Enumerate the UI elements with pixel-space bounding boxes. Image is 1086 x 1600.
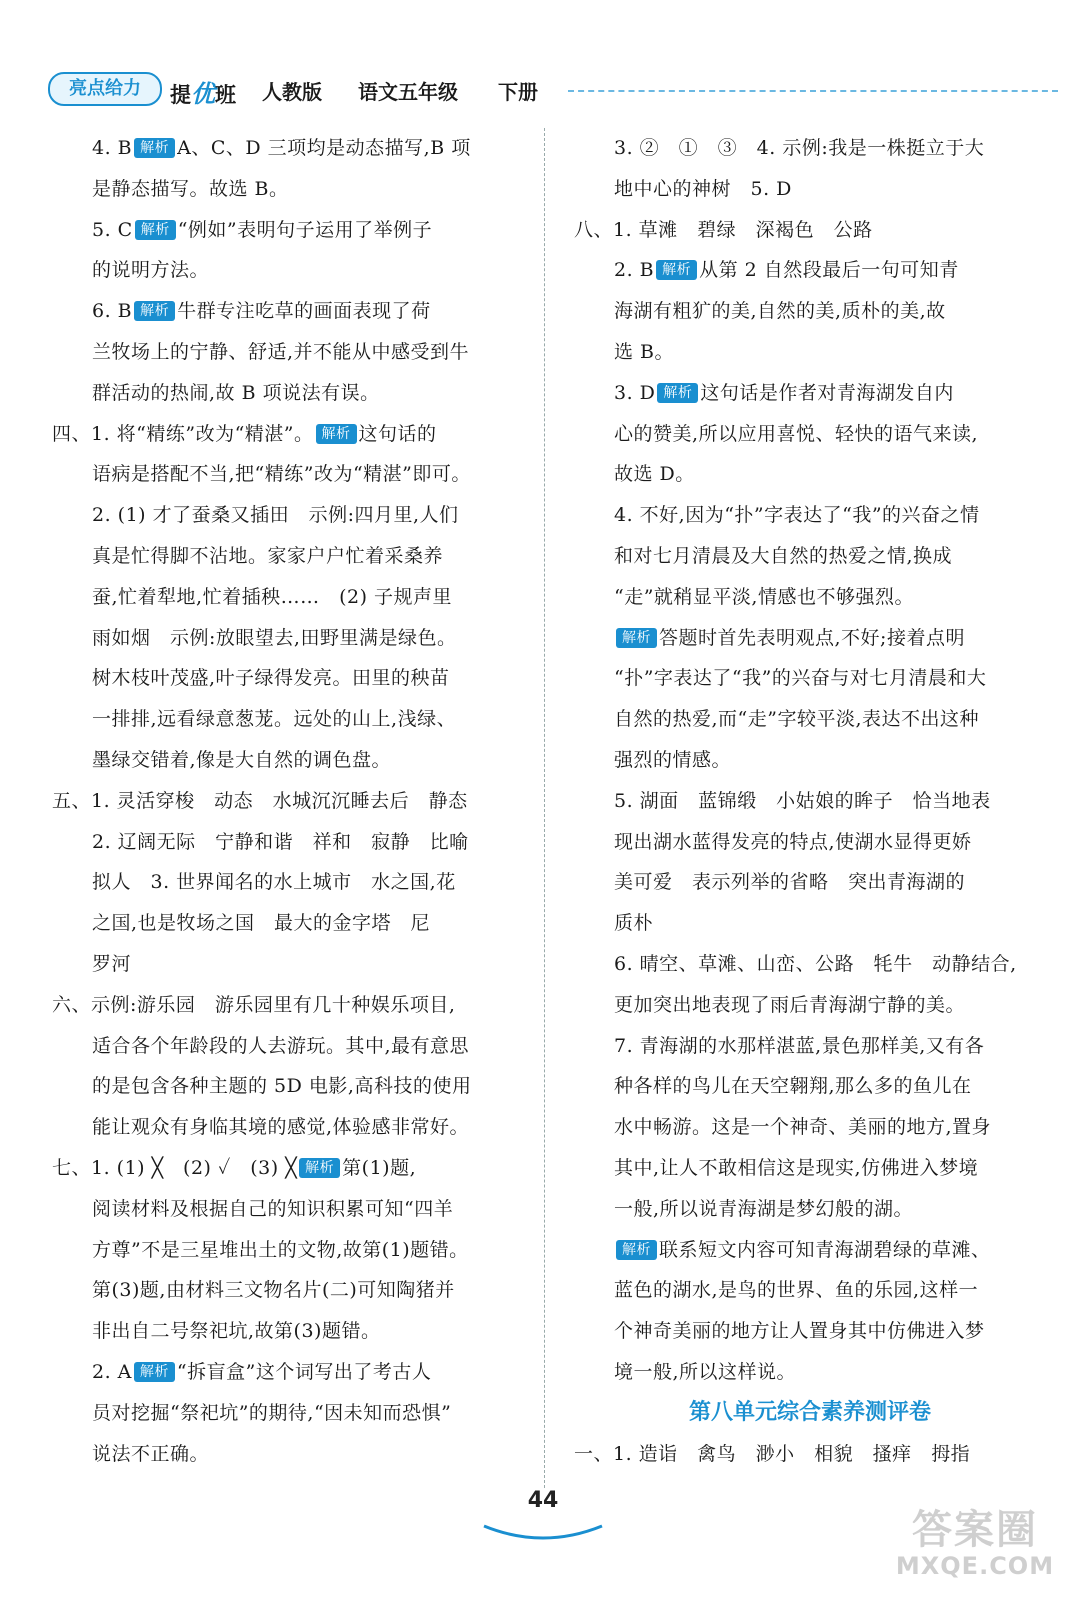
analysis-tag: 解析	[616, 628, 657, 648]
analysis-tag: 解析	[616, 1240, 657, 1260]
answer-line	[52, 536, 524, 577]
answer-text: 拟人 3. 世界闻名的水上城市 水之国,花	[92, 871, 456, 894]
answer-text: 兰牧场上的宁静、舒适,并不能从中感受到牛	[92, 340, 470, 363]
right-column	[574, 128, 1046, 1474]
subject-label: 语文五年级	[358, 80, 458, 104]
answer-line	[574, 1026, 1046, 1067]
answer-line	[574, 944, 1046, 985]
section-title: 第八单元综合素养测评卷	[688, 1399, 931, 1425]
answer-line	[574, 536, 1046, 577]
answer-text: 方尊”不是三星堆出土的文物,故第(1)题错。	[92, 1238, 469, 1261]
answer-text: 雨如烟 示例:放眼望去,田野里满是绿色。	[92, 626, 457, 649]
answer-line	[574, 699, 1046, 740]
answer-line	[574, 1311, 1046, 1352]
answer-text: 2. 辽阔无际 宁静和谐 祥和 寂静 比喻	[92, 830, 469, 853]
answer-text: 四、1. 将“精练”改为“精湛”。	[52, 422, 314, 445]
answer-text: 答题时首先表明观点,不好;接着点明	[659, 626, 965, 649]
answer-line	[52, 495, 524, 536]
answer-line	[574, 169, 1046, 210]
answer-line	[574, 1352, 1046, 1393]
answer-line	[574, 985, 1046, 1026]
answer-text: 2. B	[614, 259, 655, 282]
answer-text: 牛群专注吃草的画面表现了荷	[177, 300, 431, 323]
answer-line	[52, 1189, 524, 1230]
answer-line	[52, 903, 524, 944]
answer-line	[52, 291, 524, 332]
answer-text: 树木枝叶茂盛,叶子绿得发亮。田里的秧苗	[92, 667, 450, 690]
analysis-tag: 解析	[135, 220, 176, 240]
answer-line	[52, 1352, 524, 1393]
answer-text: 个神奇美丽的地方让人置身其中仿佛进入梦	[614, 1320, 985, 1343]
answer-text: 4. 不好,因为“扑”字表达了“我”的兴奋之情	[614, 504, 980, 527]
answer-text: 联系短文内容可知青海湖碧绿的草滩、	[659, 1238, 991, 1261]
answer-line	[574, 128, 1046, 169]
answer-line	[52, 414, 524, 455]
answer-text: 5. C	[92, 218, 133, 241]
answer-text: 3. D	[614, 381, 656, 404]
brand-badge: 亮点给力	[48, 72, 162, 106]
answer-text: 强烈的情感。	[614, 748, 732, 771]
answer-line	[574, 250, 1046, 291]
answer-text: 其中,让人不敢相信这是现实,仿佛进入梦境	[614, 1156, 979, 1179]
answer-text: “例如”表明句子运用了举例子	[177, 218, 433, 241]
analysis-tag: 解析	[657, 383, 698, 403]
answer-text: 更加突出地表现了雨后青海湖宁静的美。	[614, 993, 966, 1016]
answer-line	[574, 1148, 1046, 1189]
answer-text: 2. A	[92, 1360, 132, 1383]
series-title-c: 班	[215, 83, 236, 107]
answer-text: 4. B	[92, 137, 133, 159]
edition-label: 人教版	[262, 80, 322, 104]
answer-line	[52, 1026, 524, 1067]
answer-text: 六、示例:游乐园 游乐园里有几十种娱乐项目,	[52, 993, 456, 1016]
analysis-tag: 解析	[316, 424, 357, 444]
answer-line	[52, 128, 524, 169]
answer-text: 的是包含各种主题的 5D 电影,高科技的使用	[92, 1075, 472, 1098]
answer-line	[52, 740, 524, 781]
answer-text: 群活动的热闹,故 B 项说法有误。	[92, 381, 380, 404]
answer-text: 第(3)题,由材料三文物名片(二)可知陶猪并	[92, 1279, 455, 1302]
answer-text: “走”就稍显平淡,情感也不够强烈。	[614, 585, 914, 608]
answer-text: 水中畅游。这是一个神奇、美丽的地方,置身	[614, 1116, 992, 1139]
answer-line	[52, 169, 524, 210]
series-title-a: 提	[170, 83, 191, 107]
answer-text: 地中心的神树 5. D	[614, 177, 792, 200]
answer-text: 非出自二号祭祀坑,故第(3)题错。	[92, 1320, 381, 1343]
volume-label: 下册	[498, 80, 538, 104]
answer-text: 适合各个年龄段的人去游玩。其中,最有意思	[92, 1034, 470, 1057]
answer-text: 2. (1) 才了蚕桑又插田 示例:四月里,人们	[92, 504, 459, 527]
answer-line	[574, 373, 1046, 414]
answer-line	[574, 1270, 1046, 1311]
answer-line	[52, 822, 524, 863]
answer-text: 员对挖掘“祭祀坑”的期待,“因未知而恐惧”	[92, 1401, 452, 1424]
series-title	[170, 74, 236, 109]
answer-line	[52, 373, 524, 414]
answer-line	[52, 699, 524, 740]
answer-text: 罗河	[92, 952, 132, 975]
answer-line	[52, 1311, 524, 1352]
answer-line	[574, 454, 1046, 495]
analysis-tag: 解析	[656, 260, 697, 280]
analysis-tag: 解析	[134, 301, 175, 321]
analysis-tag: 解析	[299, 1158, 340, 1178]
answer-line	[52, 1066, 524, 1107]
answer-text: 阅读材料及根据自己的知识积累可知“四羊	[92, 1197, 454, 1220]
answer-line	[52, 332, 524, 373]
answer-line	[52, 862, 524, 903]
answer-text: 和对七月清晨及大自然的热爱之情,换成	[614, 544, 953, 567]
answer-text: 海湖有粗犷的美,自然的美,质朴的美,故	[614, 300, 946, 323]
answer-text: 6. 晴空、草滩、山峦、公路 牦牛 动静结合,	[614, 952, 1017, 975]
answer-line	[52, 250, 524, 291]
left-column	[52, 128, 524, 1474]
answer-text: 境一般,所以这样说。	[614, 1360, 797, 1383]
page-number-swoosh	[480, 1520, 606, 1546]
answer-line	[574, 740, 1046, 781]
header-rule	[568, 90, 1058, 92]
answer-line	[574, 577, 1046, 618]
answer-text: “拆盲盒”这个词写出了考古人	[176, 1360, 432, 1383]
answer-text: 蓝色的湖水,是鸟的世界、鱼的乐园,这样一	[614, 1279, 979, 1302]
answer-text: 真是忙得脚不沾地。家家户户忙着采桑养	[92, 544, 444, 567]
answer-line	[52, 944, 524, 985]
answer-text: 七、1. (1) ╳ (2) ✓ (3) ╳	[52, 1156, 298, 1179]
answer-line	[52, 210, 524, 251]
answer-text: 心的赞美,所以应用喜悦、轻快的语气来读,	[614, 422, 979, 445]
answer-line	[52, 618, 524, 659]
answer-line	[574, 618, 1046, 659]
answer-text: 墨绿交错着,像是大自然的调色盘。	[92, 748, 392, 771]
answer-text: 这句话是作者对青海湖发自内	[700, 381, 954, 404]
answer-line	[574, 332, 1046, 373]
watermark	[880, 1508, 1070, 1592]
answer-line	[52, 1270, 524, 1311]
answer-text: 3. ② ① ③ 4. 示例:我是一株挺立于大	[614, 137, 985, 159]
answer-line	[52, 1230, 524, 1271]
series-title-b: 优	[191, 80, 215, 108]
answer-line	[52, 1393, 524, 1434]
answer-line	[52, 985, 524, 1026]
answer-line	[574, 781, 1046, 822]
answer-line	[574, 210, 1046, 251]
answer-text: 质朴	[614, 912, 654, 935]
answer-line	[574, 1107, 1046, 1148]
column-divider	[544, 128, 545, 1488]
answer-text: 八、1. 草滩 碧绿 深褐色 公路	[574, 218, 873, 241]
answer-text: 第(1)题,	[342, 1156, 417, 1179]
answer-text: 是静态描写。故选 B。	[92, 177, 289, 200]
answer-text: 自然的热爱,而“走”字较平淡,表达不出这种	[614, 708, 980, 731]
answer-text: 一般,所以说青海湖是梦幻般的湖。	[614, 1197, 914, 1220]
answer-text: 故选 D。	[614, 463, 695, 486]
answer-text: 说法不正确。	[92, 1442, 210, 1465]
answer-text: 五、1. 灵活穿梭 动态 水城沉沉睡去后 静态	[52, 789, 468, 812]
answer-line	[574, 414, 1046, 455]
answer-line	[574, 1066, 1046, 1107]
answer-text: 蚕,忙着犁地,忙着插秧…… (2) 子规声里	[92, 585, 453, 608]
answer-text: 选 B。	[614, 340, 675, 363]
answer-text: 7. 青海湖的水那样湛蓝,景色那样美,又有各	[614, 1034, 985, 1057]
answer-line	[52, 454, 524, 495]
answer-line	[52, 1107, 524, 1148]
answer-text: 种各样的鸟儿在天空翱翔,那么多的鱼儿在	[614, 1075, 972, 1098]
answer-text: A、C、D 三项均是动态描写,B 项	[177, 137, 471, 159]
answer-text: 的说明方法。	[92, 259, 210, 282]
answer-text: “扑”字表达了“我”的兴奋与对七月清晨和大	[614, 667, 987, 690]
answer-text: 一排排,远看绿意葱茏。远处的山上,浅绿、	[92, 708, 457, 731]
analysis-tag: 解析	[134, 138, 175, 158]
analysis-tag: 解析	[134, 1362, 175, 1382]
answer-line	[52, 1148, 524, 1189]
page-number: 44	[527, 1488, 559, 1513]
answer-line	[52, 577, 524, 618]
answer-line	[574, 862, 1046, 903]
answer-line	[52, 781, 524, 822]
answer-line	[574, 495, 1046, 536]
answer-line	[574, 1230, 1046, 1271]
watermark-url: MXQE.COM	[895, 1552, 1055, 1580]
answer-line	[574, 822, 1046, 863]
answer-line	[574, 1434, 1046, 1475]
answer-line	[52, 658, 524, 699]
watermark-logo: 答案圈	[912, 1507, 1038, 1553]
answer-line	[574, 903, 1046, 944]
answer-text: 语病是搭配不当,把“精练”改为“精湛”即可。	[92, 463, 471, 486]
answer-line	[574, 291, 1046, 332]
answer-line	[52, 1434, 524, 1475]
answer-text: 一、1. 造诣 禽鸟 渺小 相貌 搔痒 拇指	[574, 1442, 971, 1465]
answer-line	[574, 1189, 1046, 1230]
answer-text: 从第 2 自然段最后一句可知青	[699, 259, 959, 282]
answer-text: 现出湖水蓝得发亮的特点,使湖水显得更娇	[614, 830, 972, 853]
answer-text: 这句话的	[358, 422, 437, 445]
answer-text: 美可爱 表示列举的省略 突出青海湖的	[614, 871, 966, 894]
answer-text: 之国,也是牧场之国 最大的金字塔 尼	[92, 912, 431, 935]
answer-line	[574, 658, 1046, 699]
answer-text: 6. B	[92, 300, 133, 323]
answer-text: 5. 湖面 蓝锦缎 小姑娘的眸子 恰当地表	[614, 789, 991, 812]
answer-text: 能让观众有身临其境的感觉,体验感非常好。	[92, 1116, 470, 1139]
page-header	[48, 68, 1058, 108]
